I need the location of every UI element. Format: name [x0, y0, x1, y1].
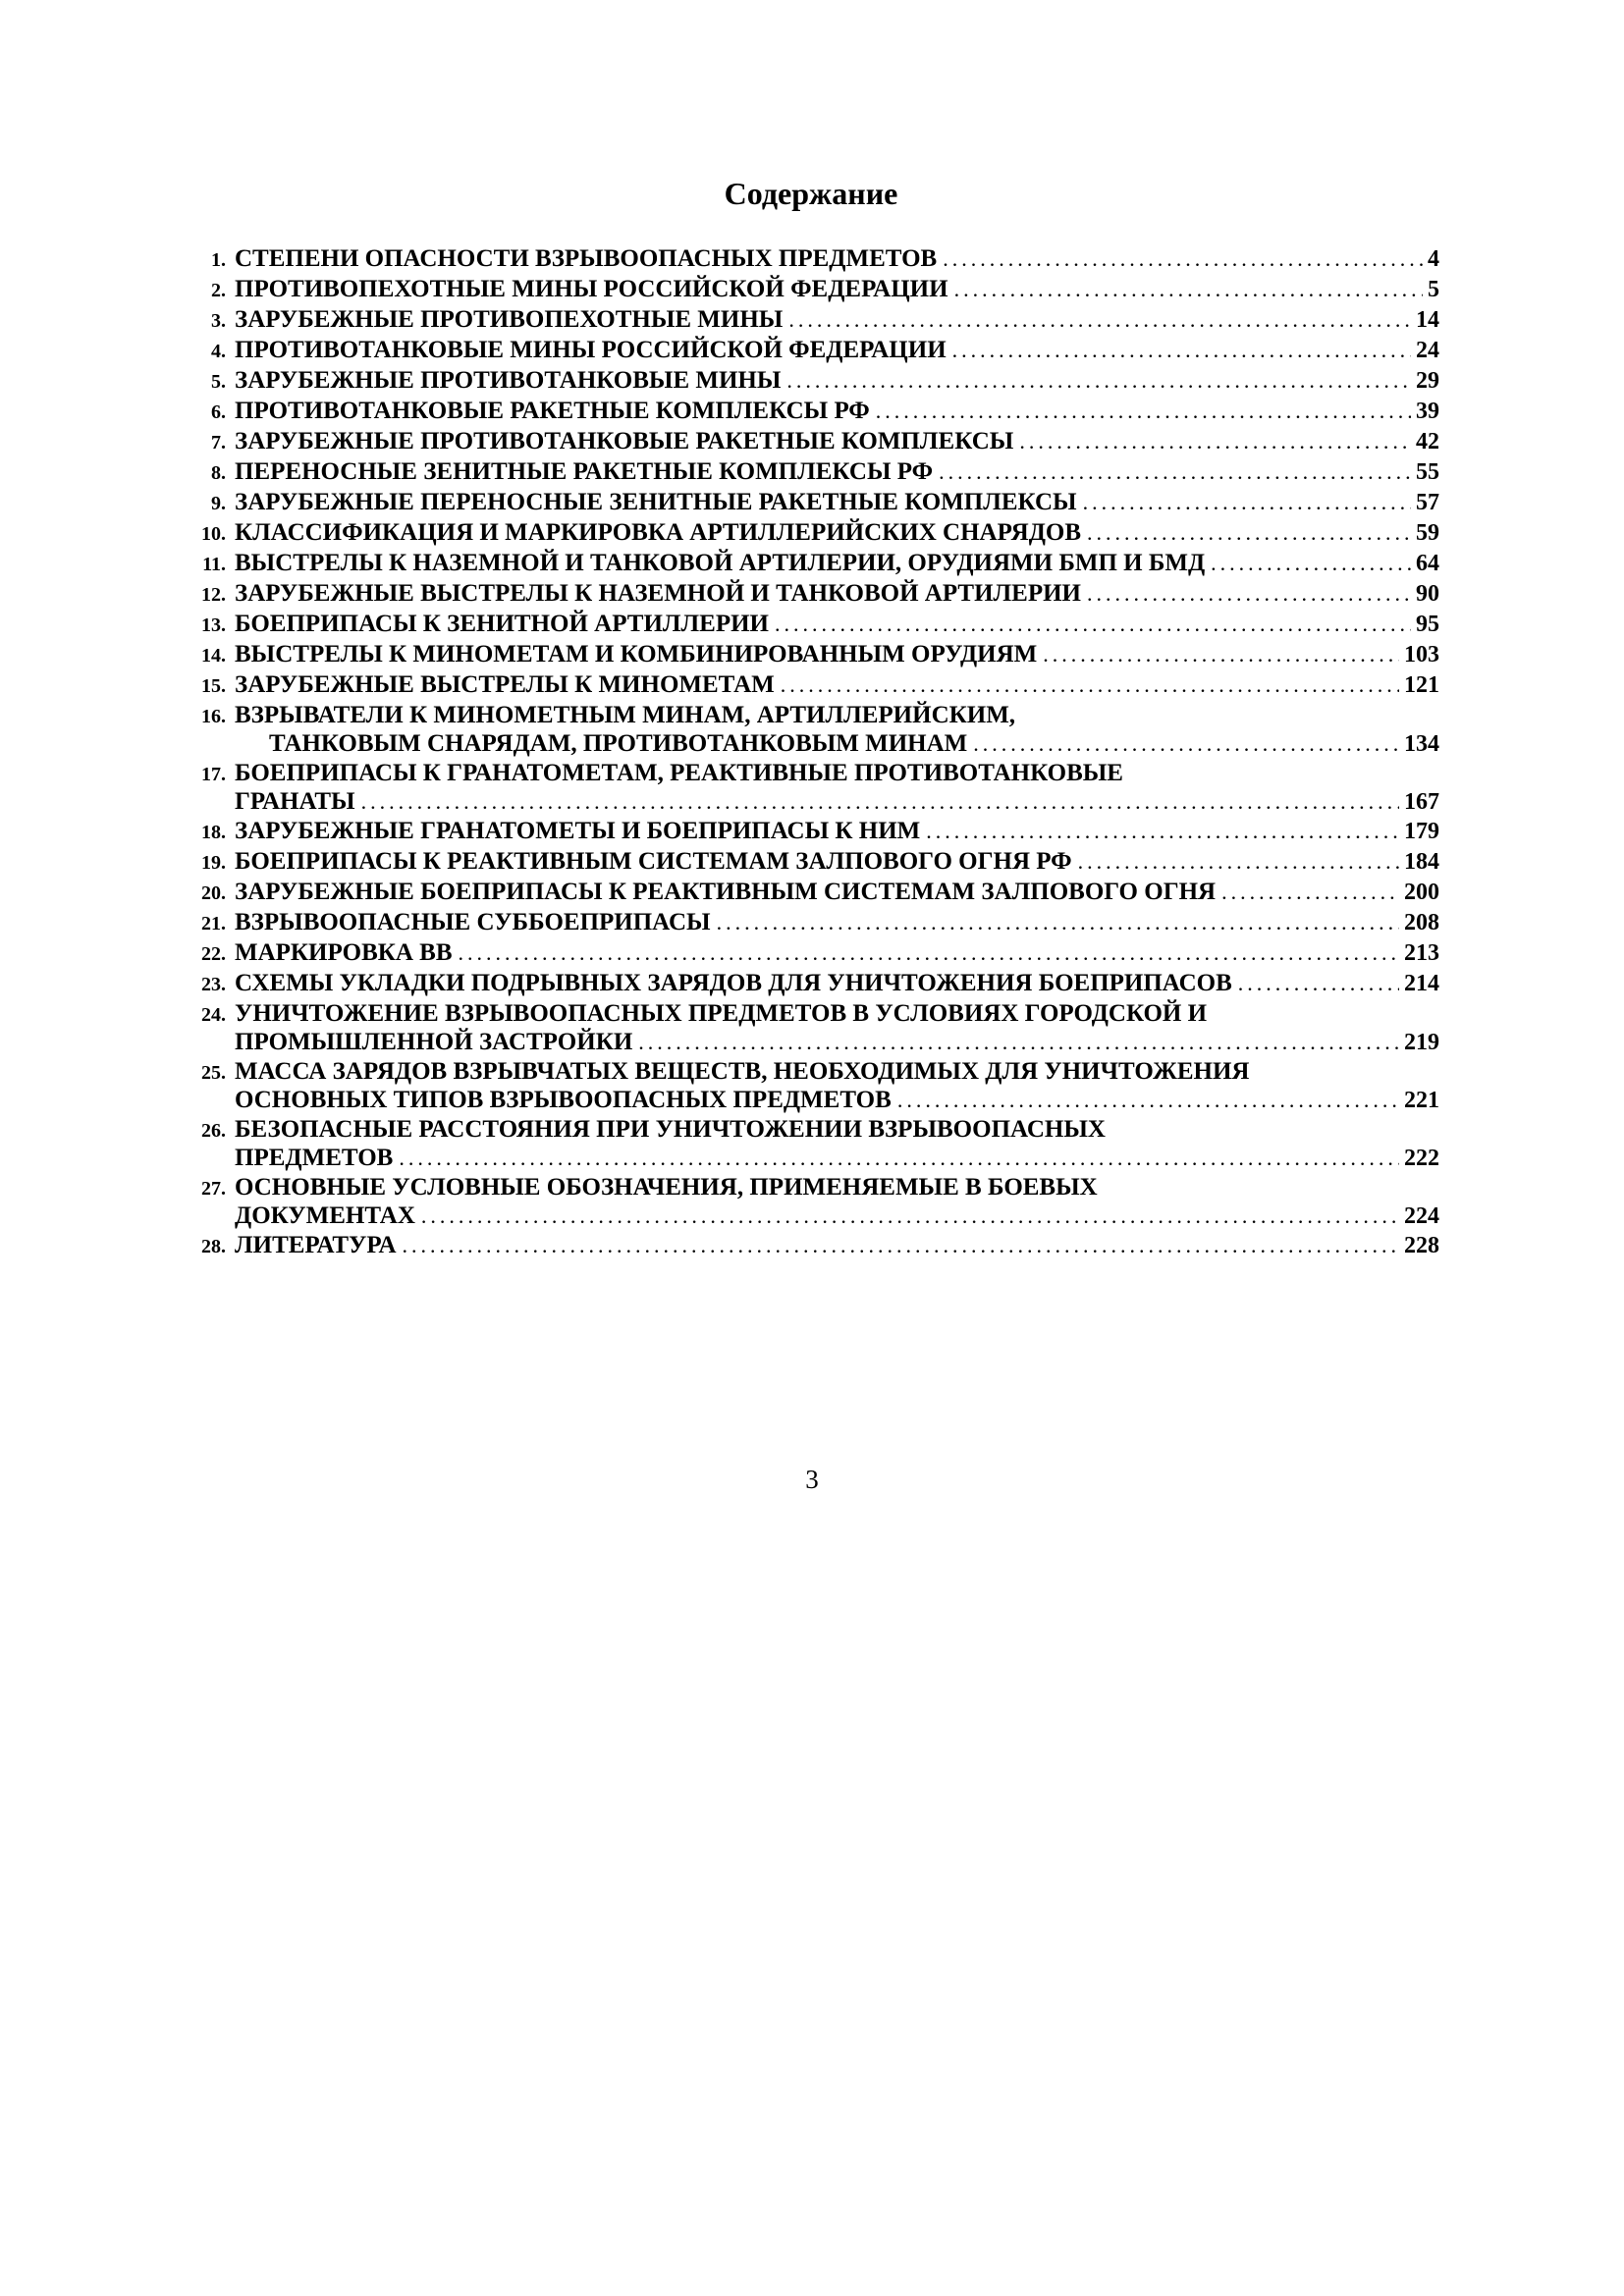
toc-entry-title: ПРОТИВОПЕХОТНЫЕ МИНЫ РОССИЙСКОЙ ФЕДЕРАЦИИ: [235, 276, 948, 302]
toc-entry-title: ЗАРУБЕЖНЫЕ БОЕПРИПАСЫ К РЕАКТИВНЫМ СИСТЕМАМ ЗАЛПОВОГО ОГНЯ: [235, 879, 1217, 905]
toc-page-number: 121: [1404, 672, 1439, 698]
toc-entry: [183, 879, 1439, 907]
toc-entry-line: [183, 970, 1439, 998]
toc-entry-number: 2.: [211, 280, 226, 301]
toc-entry: [183, 760, 1439, 816]
toc-entry-line: [183, 489, 1439, 517]
toc-entry-title: ПРОТИВОТАНКОВЫЕ МИНЫ РОССИЙСКОЙ ФЕДЕРАЦИИ: [235, 337, 947, 363]
toc-entry-line: [183, 1058, 1439, 1087]
toc-entry-title: ПЕРЕНОСНЫЕ ЗЕНИТНЫЕ РАКЕТНЫЕ КОМПЛЕКСЫ РФ: [235, 458, 934, 485]
toc-entry-number: 23.: [201, 974, 226, 995]
toc-entry: [183, 970, 1439, 998]
toc-entry-number: 26.: [201, 1120, 226, 1142]
toc-entry-number: 8.: [211, 462, 226, 484]
toc-page-number: 222: [1404, 1146, 1439, 1171]
toc-entry-title: ЗАРУБЕЖНЫЕ ПРОТИВОТАНКОВЫЕ РАКЕТНЫЕ КОМПЛЕКСЫ: [235, 428, 1014, 454]
toc-entry-line: [183, 1232, 1439, 1260]
toc-page-number: 228: [1404, 1233, 1439, 1258]
toc-entry-line: [183, 306, 1439, 335]
toc-entry-title: МАРКИРОВКА ВВ: [235, 939, 453, 966]
toc-entry: [183, 641, 1439, 669]
toc-dot-leader: [876, 398, 1411, 425]
toc-entry: [183, 550, 1439, 578]
toc-dot-leader: [1083, 489, 1411, 516]
toc-dot-leader: [1043, 641, 1399, 668]
toc-entry-line: [183, 519, 1439, 548]
toc-entry: [183, 1174, 1439, 1230]
toc-entry: [183, 909, 1439, 937]
toc-dot-leader: [1238, 970, 1399, 997]
toc-page-number: 4: [1428, 246, 1439, 272]
toc-entry-line: [183, 276, 1439, 304]
toc-dot-leader: [717, 909, 1399, 936]
toc-entry-number: 28.: [201, 1236, 226, 1257]
toc-page-number: 103: [1404, 642, 1439, 667]
toc-entry-title: ПРОМЫШЛЕННОЙ ЗАСТРОЙКИ: [235, 1029, 633, 1055]
toc-entry-title: БОЕПРИПАСЫ К РЕАКТИВНЫМ СИСТЕМАМ ЗАЛПОВОГО ОГНЯ РФ: [235, 848, 1072, 875]
toc-entry: [183, 1058, 1439, 1114]
toc-entry-number: 5.: [211, 371, 226, 393]
toc-entry-line: [183, 1145, 1439, 1172]
toc-entry-title: ТАНКОВЫМ СНАРЯДАМ, ПРОТИВОТАНКОВЫМ МИНАМ: [269, 730, 968, 757]
toc-dot-leader: [954, 276, 1423, 303]
toc-entry: [183, 367, 1439, 396]
toc-entry-line: [183, 550, 1439, 578]
toc-entry-line: [183, 818, 1439, 846]
toc-entry-line: [183, 730, 1439, 758]
toc-entry-line: [183, 760, 1439, 788]
toc-dot-leader: [638, 1029, 1399, 1056]
toc-entry: [183, 306, 1439, 335]
toc-heading: Содержание: [724, 176, 898, 211]
toc-page-number: 95: [1416, 612, 1439, 637]
toc-entry-number: 10.: [201, 523, 226, 545]
toc-dot-leader: [1211, 550, 1411, 577]
toc-entry-number: 6.: [211, 401, 226, 423]
toc-page-number: 224: [1404, 1203, 1439, 1229]
toc-entry-title: ОСНОВНЫЕ УСЛОВНЫЕ ОБОЗНАЧЕНИЯ, ПРИМЕНЯЕМЫЕ В БОЕВЫХ: [235, 1174, 1098, 1201]
toc-entry-line: [183, 671, 1439, 700]
toc-dot-leader: [403, 1232, 1399, 1259]
toc-entry-title: ЗАРУБЕЖНЫЕ ПЕРЕНОСНЫЕ ЗЕНИТНЫЕ РАКЕТНЫЕ КОМПЛЕКСЫ: [235, 489, 1077, 515]
toc-entry-line: [183, 398, 1439, 426]
toc-dot-leader: [1078, 848, 1399, 876]
toc-page-number: 14: [1416, 307, 1439, 333]
toc-entry-number: 20.: [201, 882, 226, 904]
toc-entry-number: 13.: [201, 614, 226, 636]
toc-entry-number: 1.: [211, 249, 226, 271]
toc-entry: [183, 939, 1439, 968]
toc-entry-line: [183, 788, 1439, 816]
toc-page-number: 134: [1404, 731, 1439, 757]
toc-entry-line: [183, 909, 1439, 937]
toc-entry: [183, 245, 1439, 274]
toc-entry-number: 7.: [211, 432, 226, 454]
toc-dot-leader: [1087, 580, 1411, 608]
toc-page-number: 214: [1404, 971, 1439, 996]
toc-entry-line: [183, 939, 1439, 968]
toc-entry: [183, 580, 1439, 609]
toc-dot-leader: [459, 939, 1399, 967]
toc-entry-line: [183, 1202, 1439, 1230]
toc-entry: [183, 671, 1439, 700]
toc-page-number: 167: [1404, 789, 1439, 815]
toc-dot-leader: [781, 671, 1399, 699]
toc-entry-number: 27.: [201, 1178, 226, 1200]
toc-entry-line: [183, 580, 1439, 609]
toc-entry-title: ВЫСТРЕЛЫ К НАЗЕМНОЙ И ТАНКОВОЙ АРТИЛЕРИИ, ОРУДИЯМИ БМП И БМД: [235, 550, 1206, 576]
toc-entry-number: 9.: [211, 493, 226, 514]
toc-dot-leader: [973, 730, 1399, 758]
toc-entry: [183, 818, 1439, 846]
toc-entry-line: [183, 879, 1439, 907]
toc-entry: [183, 702, 1439, 758]
toc-dot-leader: [788, 306, 1411, 334]
toc-entry-line: [183, 367, 1439, 396]
toc-entry-title: ЗАРУБЕЖНЫЕ ГРАНАТОМЕТЫ И БОЕПРИПАСЫ К НИМ: [235, 818, 921, 844]
toc-page-number: 208: [1404, 910, 1439, 935]
toc-entry: [183, 1000, 1439, 1056]
toc-entry-number: 19.: [201, 852, 226, 874]
toc-dot-leader: [943, 245, 1423, 273]
toc-entry-line: [183, 641, 1439, 669]
toc-entry-line: [183, 702, 1439, 730]
toc-entry-title: ЗАРУБЕЖНЫЕ ПРОТИВОТАНКОВЫЕ МИНЫ: [235, 367, 782, 394]
toc-entry-line: [183, 1029, 1439, 1056]
toc-entry-number: 22.: [201, 943, 226, 965]
toc-entry-title: ВЗРЫВООПАСНЫЕ СУББОЕПРИПАСЫ: [235, 909, 711, 935]
toc-entry-title: СХЕМЫ УКЛАДКИ ПОДРЫВНЫХ ЗАРЯДОВ ДЛЯ УНИЧТОЖЕНИЯ БОЕПРИПАСОВ: [235, 970, 1232, 996]
toc-entry: [183, 276, 1439, 304]
toc-entry: [183, 1116, 1439, 1172]
toc-entry-line: [183, 611, 1439, 639]
toc-entry-title: ЗАРУБЕЖНЫЕ ВЫСТРЕЛЫ К МИНОМЕТАМ: [235, 671, 775, 698]
toc-entry-title: ГРАНАТЫ: [235, 788, 355, 815]
toc-page-number: 184: [1404, 849, 1439, 875]
toc-entry-number: 14.: [201, 645, 226, 667]
toc-entry-line: [183, 1174, 1439, 1202]
toc-page-number: 221: [1404, 1088, 1439, 1113]
toc-entry-line: [183, 1116, 1439, 1145]
toc-entry: [183, 1232, 1439, 1260]
toc-dot-leader: [399, 1145, 1399, 1172]
toc-entry-title: БЕЗОПАСНЫЕ РАССТОЯНИЯ ПРИ УНИЧТОЖЕНИИ ВЗРЫВООПАСНЫХ: [235, 1116, 1106, 1143]
toc-entry-title: КЛАССИФИКАЦИЯ И МАРКИРОВКА АРТИЛЛЕРИЙСКИХ СНАРЯДОВ: [235, 519, 1082, 546]
toc-page-number: 64: [1416, 551, 1439, 576]
toc-entry-number: 24.: [201, 1004, 226, 1026]
toc-entry-number: 17.: [201, 764, 226, 785]
toc-entry-line: [183, 848, 1439, 877]
toc-dot-leader: [421, 1202, 1399, 1230]
toc-page-number: 57: [1416, 490, 1439, 515]
toc-entry-title: ОСНОВНЫХ ТИПОВ ВЗРЫВООПАСНЫХ ПРЕДМЕТОВ: [235, 1087, 892, 1113]
toc-entry-title: ПРЕДМЕТОВ: [235, 1145, 394, 1171]
toc-entry-title: ВЫСТРЕЛЫ К МИНОМЕТАМ И КОМБИНИРОВАННЫМ ОРУДИЯМ: [235, 641, 1038, 667]
toc-page-number: 39: [1416, 399, 1439, 424]
toc-entry-title: ДОКУМЕНТАХ: [235, 1202, 415, 1229]
toc-page-number: 179: [1404, 819, 1439, 844]
toc-page-number: 24: [1416, 338, 1439, 363]
toc-entry-number: 4.: [211, 341, 226, 362]
toc-entry-line: [183, 428, 1439, 456]
toc-entry: [183, 337, 1439, 365]
toc-dot-leader: [1221, 879, 1399, 906]
toc-page-number: 90: [1416, 581, 1439, 607]
toc-entry-line: [183, 337, 1439, 365]
toc-entry-line: [183, 1000, 1439, 1029]
toc-page-number: 200: [1404, 880, 1439, 905]
toc-entry-line: [183, 458, 1439, 487]
toc-entry-title: ЗАРУБЕЖНЫЕ ВЫСТРЕЛЫ К НАЗЕМНОЙ И ТАНКОВОЙ АРТИЛЕРИИ: [235, 580, 1081, 607]
toc-entry-title: ВЗРЫВАТЕЛИ К МИНОМЕТНЫМ МИНАМ, АРТИЛЛЕРИЙСКИМ,: [235, 702, 1016, 728]
toc-entry-title: ЛИТЕРАТУРА: [235, 1232, 397, 1258]
toc-dot-leader: [775, 611, 1411, 638]
toc-entry-number: 12.: [201, 584, 226, 606]
toc-entry-title: БОЕПРИПАСЫ К ГРАНАТОМЕТАМ, РЕАКТИВНЫЕ ПРОТИВОТАНКОВЫЕ: [235, 760, 1123, 786]
toc-entry-line: [183, 245, 1439, 274]
toc-dot-leader: [926, 818, 1399, 845]
toc-entry: [183, 428, 1439, 456]
toc-page-number: 59: [1416, 520, 1439, 546]
toc-entry-title: ЗАРУБЕЖНЫЕ ПРОТИВОПЕХОТНЫЕ МИНЫ: [235, 306, 784, 333]
toc-dot-leader: [952, 337, 1411, 364]
toc-entry-number: 25.: [201, 1062, 226, 1084]
toc-page-number: 213: [1404, 940, 1439, 966]
toc-entry-number: 11.: [202, 554, 226, 575]
toc-entry-number: 16.: [201, 706, 226, 727]
page-number-footer: 3: [805, 1465, 819, 1494]
toc-dot-leader: [897, 1087, 1399, 1114]
toc-entry-title: МАССА ЗАРЯДОВ ВЗРЫВЧАТЫХ ВЕЩЕСТВ, НЕОБХОДИМЫХ ДЛЯ УНИЧТОЖЕНИЯ: [235, 1058, 1250, 1085]
toc-dot-leader: [361, 788, 1399, 816]
toc-entry: [183, 519, 1439, 548]
toc-entry-number: 21.: [201, 913, 226, 934]
toc-entry-title: БОЕПРИПАСЫ К ЗЕНИТНОЙ АРТИЛЛЕРИИ: [235, 611, 769, 637]
toc-list: [183, 245, 1439, 1260]
toc-page-number: 55: [1416, 459, 1439, 485]
toc-entry-title: УНИЧТОЖЕНИЕ ВЗРЫВООПАСНЫХ ПРЕДМЕТОВ В УСЛОВИЯХ ГОРОДСКОЙ И: [235, 1000, 1208, 1027]
toc-entry-line: [183, 1087, 1439, 1114]
toc-dot-leader: [1019, 428, 1411, 455]
toc-entry-number: 18.: [201, 822, 226, 843]
toc-page-number: 219: [1404, 1030, 1439, 1055]
toc-entry-number: 15.: [201, 675, 226, 697]
toc-entry-title: СТЕПЕНИ ОПАСНОСТИ ВЗРЫВООПАСНЫХ ПРЕДМЕТОВ: [235, 245, 938, 272]
toc-entry: [183, 398, 1439, 426]
toc-entry-number: 3.: [211, 310, 226, 332]
toc-entry: [183, 611, 1439, 639]
toc-entry: [183, 458, 1439, 487]
toc-entry: [183, 489, 1439, 517]
toc-page-number: 29: [1416, 368, 1439, 394]
toc-dot-leader: [786, 367, 1411, 395]
toc-entry-title: ПРОТИВОТАНКОВЫЕ РАКЕТНЫЕ КОМПЛЕКСЫ РФ: [235, 398, 870, 424]
toc-dot-leader: [939, 458, 1411, 486]
toc-dot-leader: [1087, 519, 1411, 547]
toc-page-number: 5: [1428, 277, 1439, 302]
toc-page-number: 42: [1416, 429, 1439, 454]
toc-entry: [183, 848, 1439, 877]
